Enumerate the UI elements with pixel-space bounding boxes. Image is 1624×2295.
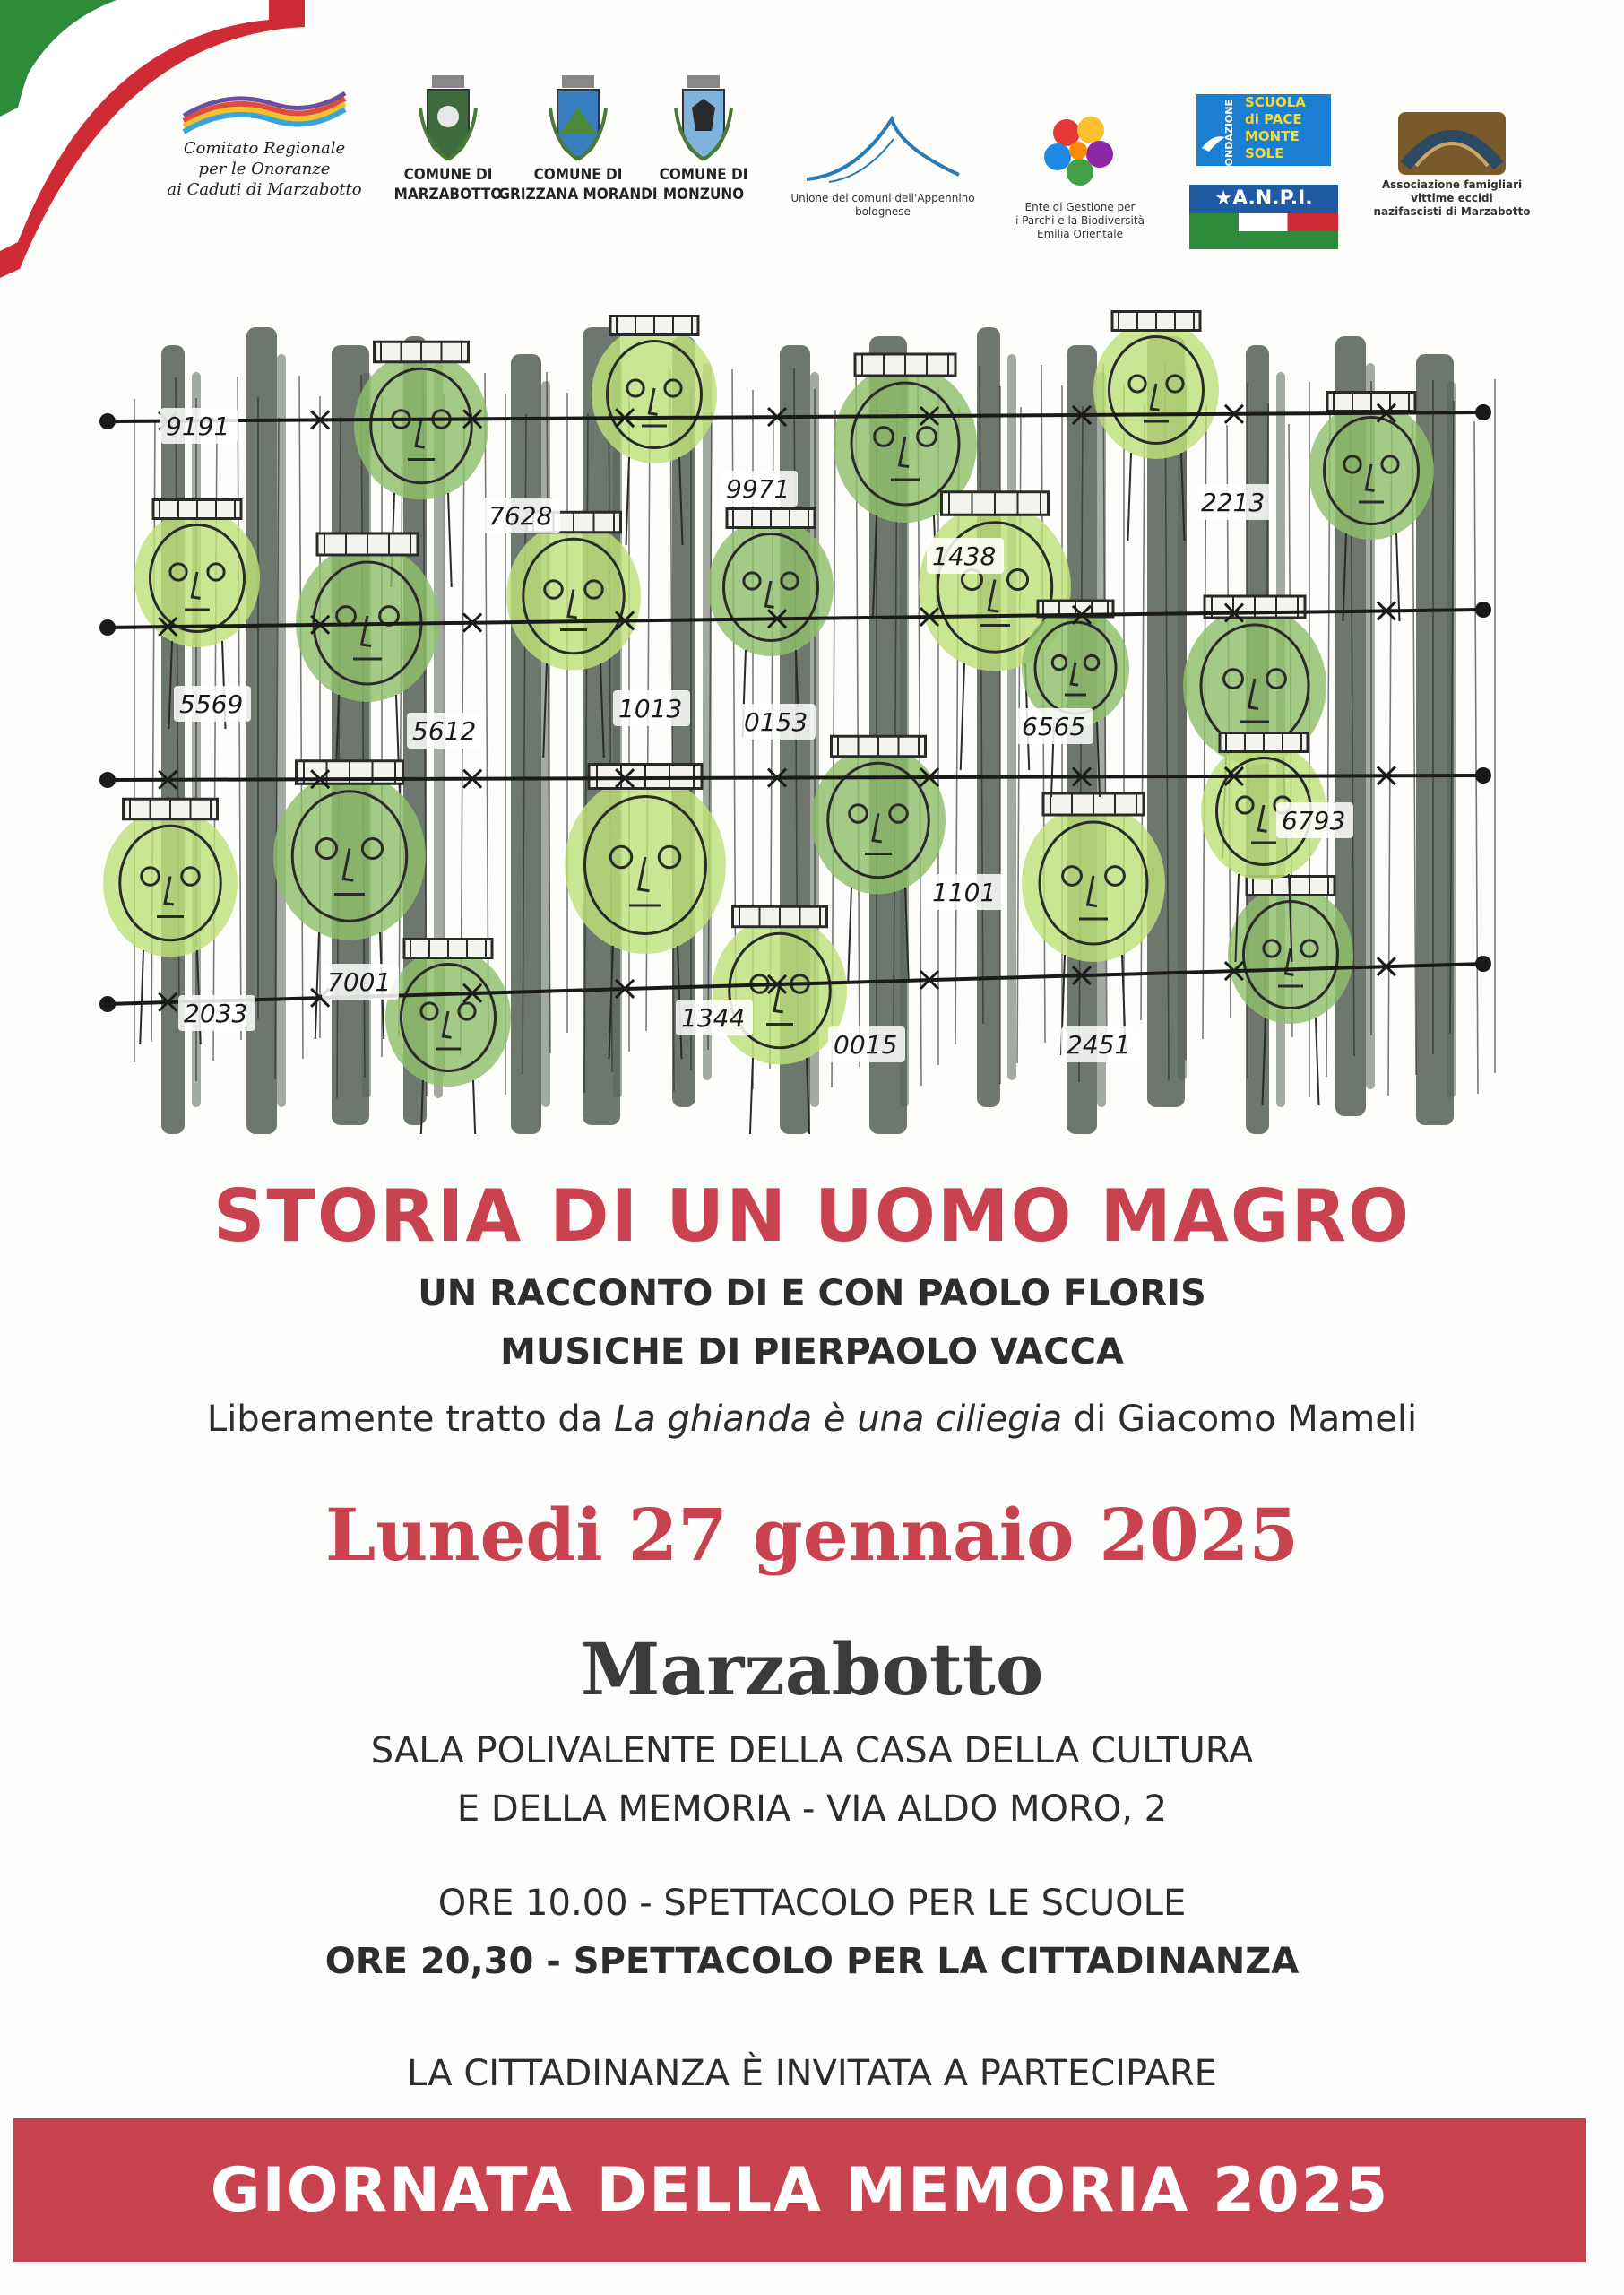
invitation-line: LA CITTADINANZA È INVITATA A PARTECIPARE bbox=[407, 2053, 1217, 2094]
fondazione-dove-icon bbox=[1196, 94, 1241, 173]
source-prefix: Liberamente tratto da bbox=[206, 1399, 615, 1440]
logo-unione bbox=[780, 112, 986, 219]
prisoner-number-tag: 9191 bbox=[166, 411, 230, 441]
fondazione-label: SCUOLA di PACE MONTE SOLE bbox=[1241, 94, 1331, 166]
music-line: MUSICHE DI PIERPAOLO VACCA bbox=[500, 1331, 1124, 1373]
prisoner-number-tag: 6793 bbox=[1282, 806, 1346, 836]
logo-fondazione-monte-sole bbox=[1196, 94, 1331, 173]
prisoner-number-tag: 5612 bbox=[412, 716, 477, 746]
logo-ente-parchi-label: Ente di Gestione per i Parchi e la Biodiversità Emilia Orientale bbox=[1015, 201, 1145, 240]
source-book-title: La ghianda è una ciliegia bbox=[614, 1399, 1063, 1440]
prisoner-number-tag: 1013 bbox=[618, 694, 683, 723]
source-suffix: di Giacomo Mameli bbox=[1062, 1399, 1418, 1440]
prisoner-number-tag: 1438 bbox=[932, 541, 997, 571]
prisoner-number-tag: 7628 bbox=[488, 501, 553, 531]
clover-flower-icon bbox=[1035, 108, 1125, 197]
source-line bbox=[0, 1399, 1624, 1440]
prisoner-number-tag: 2451 bbox=[1067, 1030, 1131, 1060]
logo-marzabotto bbox=[385, 72, 511, 204]
anpi-star-icon: ★ bbox=[1214, 187, 1233, 210]
prisoner-number-tag: 7001 bbox=[327, 967, 392, 997]
logo-ente-parchi bbox=[995, 108, 1165, 241]
venue-line-2: E DELLA MEMORIA - VIA ALDO MORO, 2 bbox=[456, 1788, 1168, 1830]
prisoner-number-tag: 2033 bbox=[184, 999, 248, 1028]
monzuno-crest-icon bbox=[672, 72, 735, 161]
bridge-photo-icon bbox=[1398, 112, 1506, 175]
anpi-flag-icon bbox=[1189, 213, 1338, 231]
show-title: STORIA DI UN UOMO MAGRO bbox=[212, 1174, 1412, 1258]
event-city: Marzabotto bbox=[580, 1627, 1044, 1711]
unione-mountain-icon bbox=[793, 112, 972, 188]
venue-line-1: SALA POLIVALENTE DELLA CASA DELLA CULTURA bbox=[370, 1730, 1254, 1771]
logo-associazione bbox=[1353, 112, 1551, 219]
prisoner-number-tag: 1344 bbox=[681, 1003, 746, 1033]
prisoner-number-tag: 5569 bbox=[179, 689, 244, 719]
logo-monzuno bbox=[641, 72, 766, 204]
schedule-schools: ORE 10.00 - SPETTACOLO PER LE SCUOLE bbox=[437, 1883, 1187, 1924]
logo-grizzana-label: COMUNE DI GRIZZANA MORANDI bbox=[498, 166, 658, 204]
prisoner-number-tag: 2213 bbox=[1201, 488, 1266, 517]
logo-comitato-label: Comitato Regionale per le Onoranze ai Caduti di Marzabotto bbox=[167, 139, 362, 199]
author-line: UN RACCONTO DI E CON PAOLO FLORIS bbox=[418, 1273, 1206, 1314]
logo-comitato bbox=[152, 90, 376, 200]
prisoner-number-tag: 6565 bbox=[1022, 712, 1086, 741]
logo-associazione-label: Associazione famigliari vittime eccidi nazifascisti di Marzabotto bbox=[1373, 178, 1531, 218]
anpi-text: A.N.P.I. bbox=[1232, 187, 1313, 210]
grizzana-crest-icon bbox=[547, 72, 609, 161]
anpi-label bbox=[1189, 185, 1338, 213]
prisoner-number-tag: 1101 bbox=[932, 878, 997, 907]
logo-strip bbox=[152, 72, 1551, 278]
prisoners-barbed-wire-artwork bbox=[99, 309, 1524, 1134]
prisoner-number-tag: 0153 bbox=[744, 707, 808, 737]
logo-marzabotto-label: COMUNE DI MARZABOTTO bbox=[393, 166, 503, 204]
logo-unione-label: Unione dei comuni dell'Appennino bolognese bbox=[790, 192, 975, 218]
logo-anpi bbox=[1189, 185, 1338, 249]
logo-monzuno-label: COMUNE DI MONZUNO bbox=[659, 166, 748, 204]
logo-grizzana bbox=[493, 72, 663, 204]
marzabotto-crest-icon bbox=[417, 72, 479, 161]
memory-day-banner-text: GIORNATA DELLA MEMORIA 2025 bbox=[210, 2154, 1390, 2226]
schedule-citizens: ORE 20,30 - SPETTACOLO PER LA CITTADINANZA bbox=[324, 1941, 1300, 1982]
prisoner-number-tag: 0015 bbox=[834, 1030, 898, 1060]
prisoner-number-tag: 9971 bbox=[726, 474, 790, 504]
event-date: Lunedi 27 gennaio 2025 bbox=[324, 1493, 1300, 1577]
fondazione-vertical-label: FONDAZIONE bbox=[1223, 100, 1235, 173]
memory-day-banner bbox=[13, 2118, 1586, 2262]
rainbow-logo-icon bbox=[175, 90, 354, 134]
